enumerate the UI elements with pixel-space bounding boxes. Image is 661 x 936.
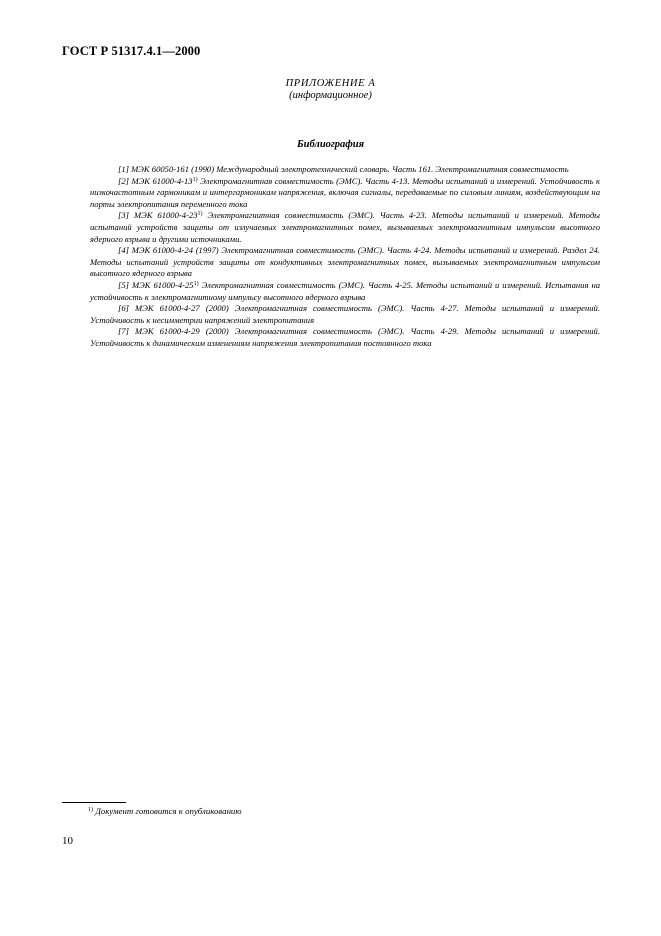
bibliography-entry-7 [90, 326, 600, 349]
bibliography-ref: [1] МЭК 60050-161 (1990) [118, 164, 215, 174]
bibliography-ref: [3] МЭК 61000-4-23 [118, 210, 198, 221]
footnote-marker: 1) [197, 211, 203, 218]
footnote-divider [62, 802, 126, 803]
bibliography-ref: [7] МЭК 61000-4-29 (2000) [118, 326, 229, 337]
footnote [88, 806, 242, 816]
bibliography-entry-6 [90, 303, 600, 326]
page-header-standard-code: ГОСТ Р 51317.4.1—2000 [62, 44, 201, 58]
bibliography-entry-1 [90, 164, 600, 176]
annex-title: ПРИЛОЖЕНИЕ А [285, 78, 376, 89]
bibliography-entry-3 [90, 210, 600, 245]
bibliography-ref: [5] МЭК 61000-4-25 [118, 279, 194, 290]
bibliography-entry-4 [90, 245, 600, 280]
footnote-marker: 1) [193, 280, 199, 287]
footnote-text: Документ готовится к опубликованию [93, 806, 242, 816]
footnote-marker: 1) [88, 807, 93, 813]
bibliography-text: Электромагнитная совместимость (ЭМС). Часть 4-13. Методы испытаний и измерений. Устойчивость к низкочастотным гармоникам и интергармоникам напряжения, включая сигналы, передаваемые по силовым линиям, воздействующим на порты электропитания переменного тока [90, 175, 601, 209]
bibliography-text: Международный электротехнический словарь. Часть 161. Электромагнитная совместимость [214, 164, 569, 174]
bibliography-text: Электромагнитная совместимость (ЭМС). Часть 4-25. Методы испытаний и измерений. Испытания на устойчивость к электромагнитному импульсу высотного ядерного взрыва [90, 279, 601, 302]
bibliography-text: Электромагнитная совместимость (ЭМС). Часть 4-23. Методы испытаний и измерений. Методы испытаний устройств защиты от излучаемых электромагнитных помех, вызываемых электромагнитным импульсом высотного ядерного взрыва и другими источниками. [90, 210, 600, 244]
bibliography-ref: [2] МЭК 61000-4-13 [118, 175, 193, 186]
bibliography-entry-2 [90, 176, 600, 211]
bibliography-text: Электромагнитная совместимость (ЭМС). Часть 4-27. Методы испытаний и измерений. Устойчивость к несимметрии напряжений электропитания [90, 303, 600, 325]
annex-subtitle: (информационное) [289, 90, 372, 101]
bibliography-heading: Библиография [296, 139, 365, 150]
footnote-marker: 1) [192, 176, 198, 183]
bibliography-list [90, 164, 600, 350]
bibliography-entry-5 [90, 280, 600, 303]
page-number: 10 [62, 835, 73, 847]
bibliography-text: Электромагнитная совместимость (ЭМС). Часть 4-29. Методы испытаний и измерений. Устойчивость к динамическим изменениям напряжения электропитания постоянного тока [90, 326, 600, 348]
bibliography-ref: [6] МЭК 61000-4-27 (2000) [118, 303, 229, 314]
annex-block [0, 78, 661, 102]
bibliography-text: Электромагнитная совместимость (ЭМС). Часть 4-24. Методы испытаний и измерений. Раздел 24. Методы испытаний устройств защиты от кондуктивных электромагнитных помех, вызываемых электромагнитным импульсом высотного ядерного взрыва [90, 245, 601, 279]
bibliography-ref: [4] МЭК 61000-4-24 (1997) [118, 245, 219, 256]
